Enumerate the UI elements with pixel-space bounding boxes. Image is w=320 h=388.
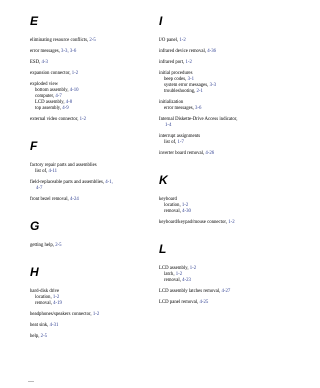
page-link[interactable]: 4-7 (55, 94, 62, 99)
footer-mark (28, 381, 34, 382)
page-link[interactable]: 4-27 (221, 289, 231, 294)
index-entry: help, 2-5 (30, 334, 48, 339)
index-entry: inverter board removal, 4-26 (159, 151, 215, 156)
index-subentry: removal, 4-23 (164, 278, 191, 283)
index-entry: I/O panel, 1-2 (159, 38, 186, 43)
index-entry: keyboard location, 1-2 removal, 4-30 (159, 197, 277, 215)
page-link[interactable]: 1-2 (52, 295, 60, 300)
index-entry: heat sink, 4-31 (30, 323, 59, 328)
index-letter-l: L (159, 242, 167, 256)
page-link[interactable]: 1-2 (181, 203, 189, 208)
index-subentry: top assembly, 4-9 (35, 106, 69, 111)
index-entry: error messages, 3-3, 3-6 (30, 49, 77, 54)
index-subentry: latch, 1-2 (164, 272, 183, 277)
page-link[interactable]: 4-7 (36, 186, 43, 191)
index-subentry: list of, 4-11 (35, 169, 58, 174)
index-entry: infrared port, 1-2 (159, 60, 192, 65)
index-letter-g: G (30, 219, 40, 233)
index-entry: factory repair parts and assemblies list of, 4-11 (30, 163, 156, 175)
page-link[interactable]: 1-4 (165, 123, 172, 128)
index-subentry: troubleshooting, 2-1 (164, 89, 203, 94)
page-link[interactable]: 4-19 (53, 301, 62, 306)
index-subentry: system error messages, 3-3 (164, 83, 216, 88)
index-entry: getting help, 2-5 (30, 243, 62, 248)
page-link[interactable]: 4-1, (105, 180, 113, 185)
page-link[interactable]: 1-2 (228, 220, 235, 225)
index-subentry: bottom assembly, 4-10 (35, 88, 79, 93)
index-group-e (30, 14, 156, 123)
index-letter-h: H (30, 265, 39, 279)
index-group-g (30, 219, 156, 249)
index-entry: external video connector, 1-2 (30, 117, 87, 122)
page-link[interactable]: 4-24 (69, 197, 79, 202)
page-link[interactable]: 4-25 (199, 300, 209, 305)
page-link[interactable]: 4-8 (65, 100, 73, 105)
page-link[interactable]: 4-36 (207, 49, 217, 54)
page-link[interactable]: 2-5 (55, 243, 62, 248)
page-link[interactable]: 1-2 (92, 312, 100, 317)
page-link[interactable]: 3-3, 3-6 (61, 49, 77, 54)
index-letter-e: E (30, 14, 39, 28)
index-entry: eliminating resource conflicts, 2-5 (30, 38, 96, 43)
page-link[interactable]: 2-1 (196, 89, 203, 94)
index-entry: keyboard/keypad/mouse connector, 1-2 (159, 220, 235, 225)
page-link[interactable]: 1-2 (79, 117, 87, 122)
index-subentry: location, 1-2 (35, 295, 60, 300)
index-entry: LCD assembly, 1-2 latch, 1-2 removal, 4-23 (159, 266, 277, 284)
index-letter-i: I (159, 14, 163, 28)
index-group-i (159, 14, 277, 157)
index-entry: initial procedures beep codes, 3-1 system error messages, 3-3 troubleshooting, 2-1 (159, 71, 277, 95)
index-entry: front bezel removal, 4-24 (30, 197, 79, 202)
index-group-k (159, 173, 277, 226)
index-subentry: LCD assembly, 4-8 (35, 100, 73, 105)
index-column-right (159, 14, 277, 316)
page-link[interactable]: 1-7 (177, 140, 184, 145)
page-link[interactable]: 1-2 (185, 60, 192, 65)
index-entry: infrared device removal, 4-36 (159, 49, 217, 54)
page-link[interactable]: 1-2 (71, 71, 79, 76)
page-link[interactable]: 1-2 (175, 272, 183, 277)
index-entry: Internal Diskette-Drive Access indicator, 1-4 (159, 117, 277, 129)
index-entry: ESD, 4-3 (30, 60, 48, 65)
index-entry: hard-disk drive location, 1-2 removal, 4-19 (30, 289, 156, 307)
index-subentry: location, 1-2 (164, 203, 189, 208)
page-link[interactable]: 3-3 (209, 83, 216, 88)
index-entry: exploded view bottom assembly, 4-10 computer, 4-7 LCD assembly, 4-8 top assembly, 4-9 (30, 82, 156, 112)
page-link[interactable]: 2-5 (89, 38, 96, 43)
index-letter-f: F (30, 139, 38, 153)
index-letter-k: K (159, 173, 168, 187)
page-link[interactable]: 4-31 (49, 323, 59, 328)
index-entry: interrupt assignments list of, 1-7 (159, 134, 277, 146)
index-entry: headphones/speakers connector, 1-2 (30, 312, 100, 317)
page-link[interactable]: 2-5 (40, 334, 48, 339)
page-link[interactable]: 4-9 (62, 106, 69, 111)
page-link[interactable]: 4-26 (205, 151, 215, 156)
page-link[interactable]: 3-6 (195, 106, 202, 111)
index-entry: LCD panel removal, 4-25 (159, 300, 209, 305)
page-link[interactable]: 3-1 (187, 77, 194, 82)
page-link[interactable]: 4-10 (69, 88, 79, 93)
page-link[interactable]: 4-11 (48, 169, 58, 174)
page-link[interactable]: 4-30 (182, 209, 191, 214)
page-link[interactable]: 1-2 (179, 38, 186, 43)
page-link[interactable]: 4-3 (41, 60, 48, 65)
page-link[interactable]: 1-2 (189, 266, 197, 271)
index-subentry: removal, 4-19 (35, 301, 62, 306)
index-subentry: list of, 1-7 (164, 140, 184, 145)
index-entry: expansion connector, 1-2 (30, 71, 79, 76)
index-entry: LCD assembly latches removal, 4-27 (159, 289, 231, 294)
index-subentry: removal, 4-30 (164, 209, 191, 214)
index-entry: initialization error messages, 3-6 (159, 100, 277, 112)
index-group-h (30, 265, 156, 340)
index-group-l (159, 242, 277, 306)
index-entry: field-replaceable parts and assemblies, 4-1, 4-7 (30, 180, 156, 192)
index-subentry: beep codes, 3-1 (164, 77, 194, 82)
index-subentry: computer, 4-7 (35, 94, 62, 99)
index-column-left (30, 14, 156, 350)
page-link[interactable]: 4-23 (182, 278, 191, 283)
index-group-f (30, 139, 156, 203)
index-subentry: error messages, 3-6 (164, 106, 202, 111)
